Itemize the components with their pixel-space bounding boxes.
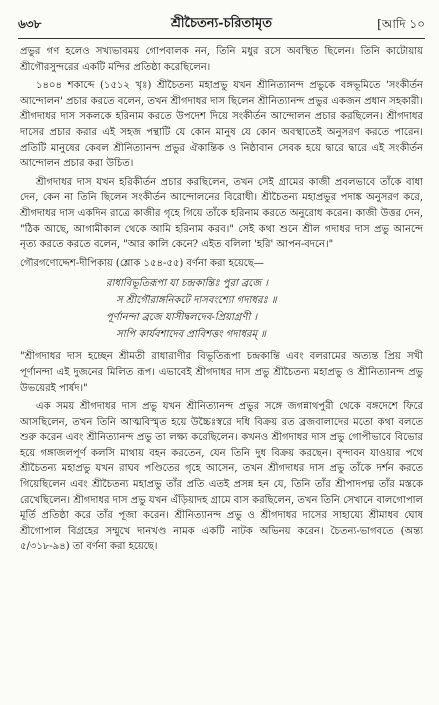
paragraph: প্রভুর গণ হলেও সখ্যভাবময় গোপবালক নন, তিনি মধুর রসে অবস্থিত ছিলেন। তিনি কাটোয়ায় শ্রীগৌরসুন্দরের একটি মন্দির প্রতিষ্ঠা করেছিলেন। — [20, 46, 423, 73]
paragraph: এক সময় শ্রীগদাধর দাস প্রভু যখন শ্রীনিত্যানন্দ প্রভুর সঙ্গে জগন্নাথপুরী থেকে বঙ্গদেশে ফিরে আসছিলেন, তখন তিনি আত্মবিস্মৃত হয়ে উচ্চৈঃস্বরে দধি বিক্রয় রত ব্রজবালাদের মতো কথা বলতে শুরু করেন এবং শ্রীনিত্যানন্দ প্রভু তা লক্ষ্য করেছিলেন। কখনও শ্রীগদাধর দাস প্রভু গোপীভাবে বিভোর হয়ে গঙ্গাজলপূর্ণ কলসি মাথায় বহন করতেন, যেন তিনি দুধ বিক্রয় করছেন। বৃন্দাবন যাওয়ার পথে শ্রীচৈতন্য মহাপ্রভু যখন রাঘব পণ্ডিতের গৃহে আসেন, তখন শ্রীগদাধর দাস প্রভু তাঁকে দর্শন করতে গিয়েছিলেন এবং শ্রীচৈতন্য মহাপ্রভু তাঁর প্রতি এতই প্রসন্ন হন যে, তিনি তাঁর শ্রীপাদপদ্ম তাঁর মস্তকে রেখেছিলেন। শ্রীগদাধর দাস প্রভু যখন এঁড়িয়াদহ গ্রামে বাস করছিলেন, তখন তিনি সেখানে বালগোপাল মূর্তি প্রতিষ্ঠা করে তাঁর পূজা করেন। শ্রীনিত্যানন্দ প্রভু ও শ্রীগদাধর দাসের সাহায্যে শ্রীমাধব ঘোষ শ্রীগোপাল বিগ্রহের সম্মুখে দানখণ্ড নামক একটি নাটক অভিনয় করেন। চৈতন্য-ভাগবতে (অন্ত্য ৫/৩১৮-৯৪) তা বর্ণনা করা হয়েছে। — [20, 401, 423, 553]
verse-line: সাপি কার্যবশাদেব প্রাবিশত্তং গদাধরম্ ॥ — [116, 329, 266, 341]
paragraph: "শ্রীগদাধর দাস হচ্ছেন শ্রীমতী রাধারাণীর বিভূতিরূপা চন্দ্রকান্তি এবং বলরামের অত্যন্ত প্রিয় সখী পূর্ণানন্দা এই দুজনের মিলিত রূপ। এভাবেই শ্রীগদাধর দাস প্রভু শ্রীচৈতন্য মহাপ্রভু ও শ্রীনিত্যানন্দ প্রভু উভয়েরই পার্ষদ।" — [20, 351, 423, 394]
verse-line: পূর্ণানন্দা ব্রজে যাসীদ্বলদেব-প্রিয়াগ্রণী । — [106, 312, 258, 324]
verse-line: স শ্রীগৌরাঙ্গনিকটে দাসবংশ্যো গদাধরঃ ॥ — [116, 295, 277, 307]
sanskrit-verse — [20, 275, 423, 343]
verse-source-line: গৌরগণোদ্দেশ-দীপিকায় (শ্লোক ১৫৪-৫৫) বর্ণনা করা হয়েছে— — [20, 257, 264, 269]
running-title: শ্রীচৈতন্য-চরিতামৃত — [170, 16, 273, 31]
paragraph: ১৪০৪ শকাব্দে (১৫১২ খৃঃ) শ্রীচৈতন্য মহাপ্রভু যখন শ্রীনিত্যানন্দ প্রভুকে বঙ্গভূমিতে 'সংকীর্তন আন্দোলন' প্রচার করতে বলেন, তখন শ্রীগদাধর দাস ছিলেন শ্রীনিত্যানন্দ প্রভুর একজন প্রধান সহকারী। শ্রীগদাধর দাস সকলকে হরিনাম করতে উপদেশ দিয়ে সংকীর্তন আন্দোলন প্রচার করছিলেন। শ্রীগদাধর দাসের প্রচার করার এই সহজ পন্থাটি যে কোন মানুষ যে কোন অবস্থাতেই অনুসরণ করতে পারেন। প্রতিটি মানুষের কেবল শ্রীনিত্যানন্দ প্রভুর ঐকান্তিক ও নিষ্ঠাবান সেবক হয়ে দ্বারে দ্বারে এই সংকীর্তন আন্দোলন প্রচার করা উচিত। — [20, 80, 423, 170]
verse-line: রাধাবিভূতিরূপা যা চন্দ্রকান্তিঃ পুরা ব্রজে । — [106, 278, 268, 290]
page-number: ৬৩৮ — [18, 17, 42, 31]
paragraph: শ্রীগদাধর দাস যখন হরিকীর্তন প্রচার করছিলেন, তখন সেই গ্রামের কাজী প্রবলভাবে তাঁকে বাধা দেন, কেন না তিনি ছিলেন সংকীর্তন আন্দোলনের বিরোধী। শ্রীচৈতন্য মহাপ্রভুর পদাঙ্ক অনুসরণ করে, শ্রীগদাধর দাস একদিন রাত্রে কাজীর গৃহে গিয়ে তাঁকে হরিনাম করতে অনুরোধ করেন। কাজী উত্তর দেন, "ঠিক আছে, আগামীকাল থেকে আমি হরিনাম করব।" সেই কথা শুনে শ্রীল গদাধর দাস প্রভু আনন্দে নৃত্য করতে করতে বলেন, "আর কালি কেনে? এইত বলিলা 'হরি' আপন-বদনে।" — [20, 176, 423, 251]
chapter-marker: [আদি ১০ — [377, 17, 425, 31]
page-header — [18, 14, 425, 34]
header-rule — [18, 38, 425, 39]
page-body — [20, 44, 423, 695]
